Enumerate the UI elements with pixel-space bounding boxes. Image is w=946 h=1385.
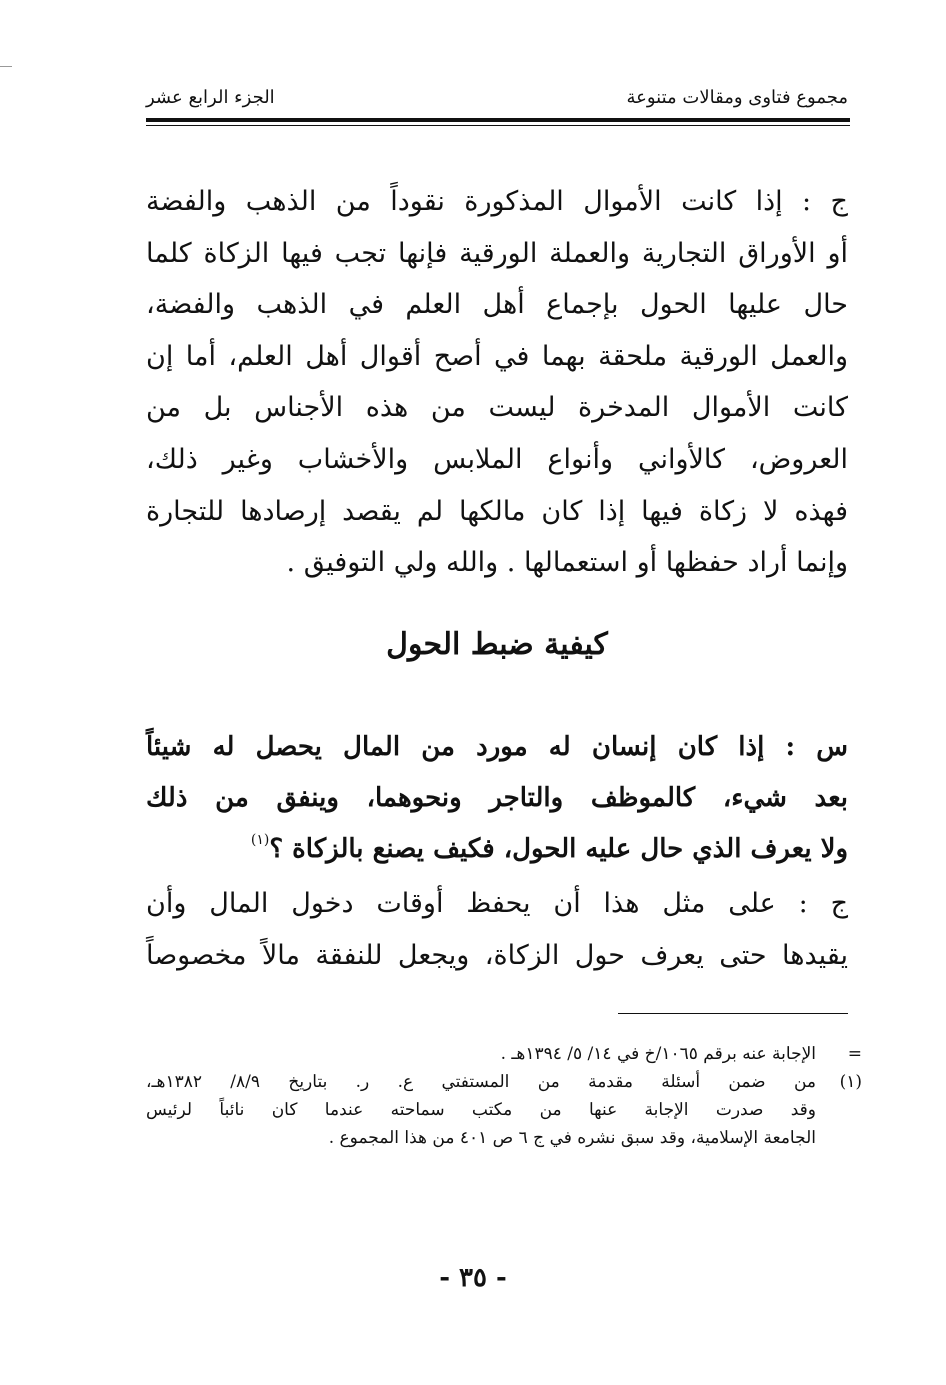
answer-paragraph-2 xyxy=(146,878,848,981)
running-header xyxy=(146,84,848,112)
book-title: مجموع فتاوى ومقالات متنوعة xyxy=(626,87,848,108)
question-line: س : إذا كان إنسان له مورد من المال يحصل له شيئاً xyxy=(146,732,848,762)
text-line: فهذه لا زكاة فيها إذا كان مالكها لم يقصد إرصادها للتجارة xyxy=(146,495,848,527)
volume-label: الجزء الرابع عشر xyxy=(146,87,275,108)
footnote-text xyxy=(146,1068,816,1152)
section-title: كيفية ضبط الحول xyxy=(386,627,608,662)
question-line: بعد شيء، كالموظف والتاجر ونحوهما، وينفق من ذلك xyxy=(146,783,848,813)
header-rule-thin xyxy=(146,125,850,126)
footnote-separator xyxy=(618,1013,848,1014)
footnote-1 xyxy=(146,1068,866,1152)
text-line: العروض، كالأواني وأنواع الملابس والأخشاب وغير ذلك، xyxy=(146,443,848,475)
text-line: وإنما أراد حفظها أو استعمالها . والله ولي التوفيق . xyxy=(286,547,848,579)
footnote-line: من ضمن أسئلة مقدمة من المستفتي ع. ر. بتاريخ ٨/٩/ ١٣٨٢هـ، xyxy=(146,1072,816,1092)
text-line: يقيدها حتى يعرف حول الزكاة، ويجعل للنفقة مالاً مخصوصاً xyxy=(146,939,848,971)
footnote-text xyxy=(146,1040,816,1068)
footnote-line: الإجابة عنه برقم ١٠٦٥/خ في ١٤/ ٥/ ١٣٩٤هـ . xyxy=(500,1044,816,1064)
text-line: ج : إذا كانت الأموال المذكورة نقوداً من الذهب والفضة xyxy=(146,186,848,217)
answer-paragraph-1 xyxy=(146,176,848,589)
page-number: - ٣٥ - xyxy=(439,1263,507,1293)
text-line: والعمل الورقية ملحقة بهما في أصح أقوال أهل العلم، أما إن xyxy=(146,340,848,372)
question-line-last xyxy=(146,824,848,875)
text-line: أو الأوراق التجارية والعملة الورقية فإنها تجب فيها الزكاة كلما xyxy=(146,237,848,269)
question-line-text: ولا يعرف الذي حال عليه الحول، فكيف يصنع بالزكاة ؟ xyxy=(269,834,848,864)
footnote-continued xyxy=(146,1040,866,1068)
header-rule-thick xyxy=(146,118,850,122)
footnote-marker: = xyxy=(847,1044,862,1064)
scan-edge-mark xyxy=(0,66,12,67)
footnote-reference: (١) xyxy=(250,832,270,848)
footnote-line: وقد صدرت الإجابة عنها من مكتب سماحته عندما كان نائباً لرئيس xyxy=(146,1100,816,1120)
footnote-marker: (١) xyxy=(839,1072,862,1092)
text-line: حال عليها الحول بإجماع أهل العلم في الذهب والفضة، xyxy=(146,289,848,321)
text-line: ج : على مثل هذا أن يحفظ أوقات دخول المال وأن xyxy=(146,888,848,919)
footnote-line: الجامعة الإسلامية، وقد سبق نشره في ج ٦ ص ٤٠١ من هذا المجموع . xyxy=(328,1128,816,1148)
footnotes xyxy=(146,1040,866,1152)
text-line: كانت الأموال المدخرة ليست من هذه الأجناس بل من xyxy=(146,392,848,424)
question-paragraph xyxy=(146,722,848,875)
